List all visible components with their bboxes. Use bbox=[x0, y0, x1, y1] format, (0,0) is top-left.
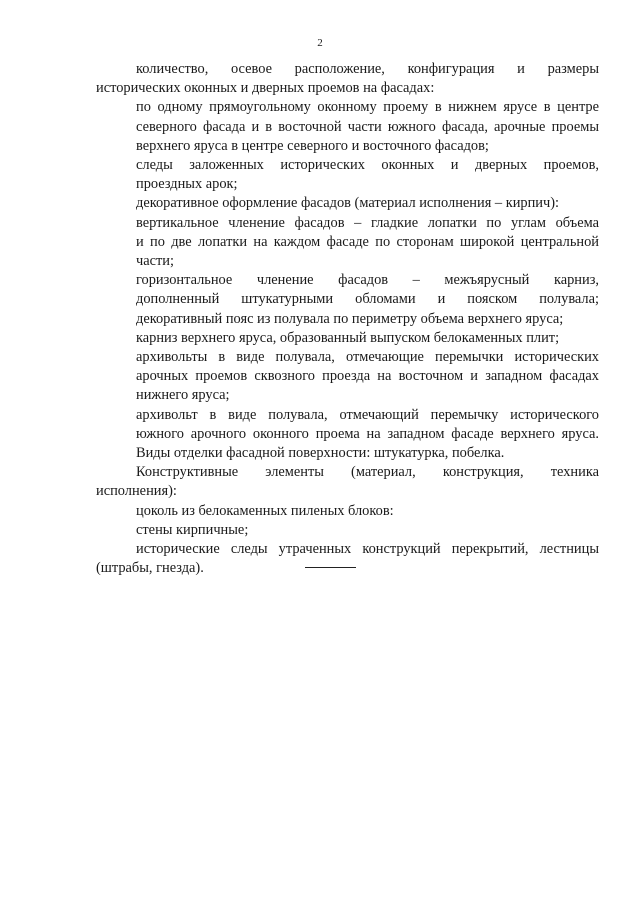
text-line: Конструктивные элементы (материал, конструкция, техника bbox=[136, 464, 599, 481]
text-line: архивольт в виде полувала, отмечающий перемычку исторического bbox=[136, 406, 599, 423]
text-line: верхнего яруса в центре северного и восточного фасадов; bbox=[136, 137, 489, 154]
text-line: дополненный штукатурными обломами и пояском полувала; bbox=[136, 291, 599, 308]
text-line: исторические следы утраченных конструкций перекрытий, лестницы bbox=[136, 541, 599, 558]
text-line: карниз верхнего яруса, образованный выпуском белокаменных плит; bbox=[136, 329, 560, 346]
page-number: 2 bbox=[317, 37, 323, 49]
end-separator-line bbox=[305, 567, 356, 568]
text-line: Виды отделки фасадной поверхности: штукатурка, побелка. bbox=[136, 445, 505, 462]
text-line: горизонтальное членение фасадов – межъярусный карниз, bbox=[136, 272, 599, 289]
text-line: декоративный пояс из полувала по периметру объема верхнего яруса; bbox=[136, 310, 564, 327]
text-line: декоративное оформление фасадов (материал исполнения – кирпич): bbox=[136, 195, 560, 212]
text-line: по одному прямоугольному оконному проему в нижнем ярусе в центре bbox=[136, 99, 599, 116]
text-line: архивольты в виде полувала, отмечающие перемычки исторических bbox=[136, 349, 599, 366]
text-line: и по две лопатки на каждом фасаде по сторонам широкой центральной bbox=[136, 233, 599, 250]
text-line: цоколь из белокаменных пиленых блоков: bbox=[136, 502, 394, 519]
document-body bbox=[96, 60, 599, 578]
text-line: следы заложенных исторических оконных и дверных проемов, bbox=[136, 157, 599, 174]
text-line: количество, осевое расположение, конфигурация и размеры bbox=[136, 61, 599, 77]
text-line: арочных проемов сквозного проезда на восточном и западном фасадах bbox=[136, 368, 599, 385]
text-line: нижнего яруса; bbox=[136, 387, 230, 404]
text-line: (штрабы, гнезда). bbox=[96, 560, 204, 577]
text-line: южного арочного оконного проема на западном фасаде верхнего яруса. bbox=[136, 425, 599, 442]
text-line: северного фасада и в восточной части южного фасада, арочные проемы bbox=[136, 118, 599, 135]
text-line: части; bbox=[136, 253, 175, 270]
text-line: вертикальное членение фасадов – гладкие лопатки по углам объема bbox=[136, 214, 599, 231]
text-line: исторических оконных и дверных проемов на фасадах: bbox=[96, 80, 435, 97]
text-line: исполнения): bbox=[96, 483, 177, 500]
text-line: проездных арок; bbox=[136, 176, 238, 193]
text-line: стены кирпичные; bbox=[136, 521, 249, 538]
